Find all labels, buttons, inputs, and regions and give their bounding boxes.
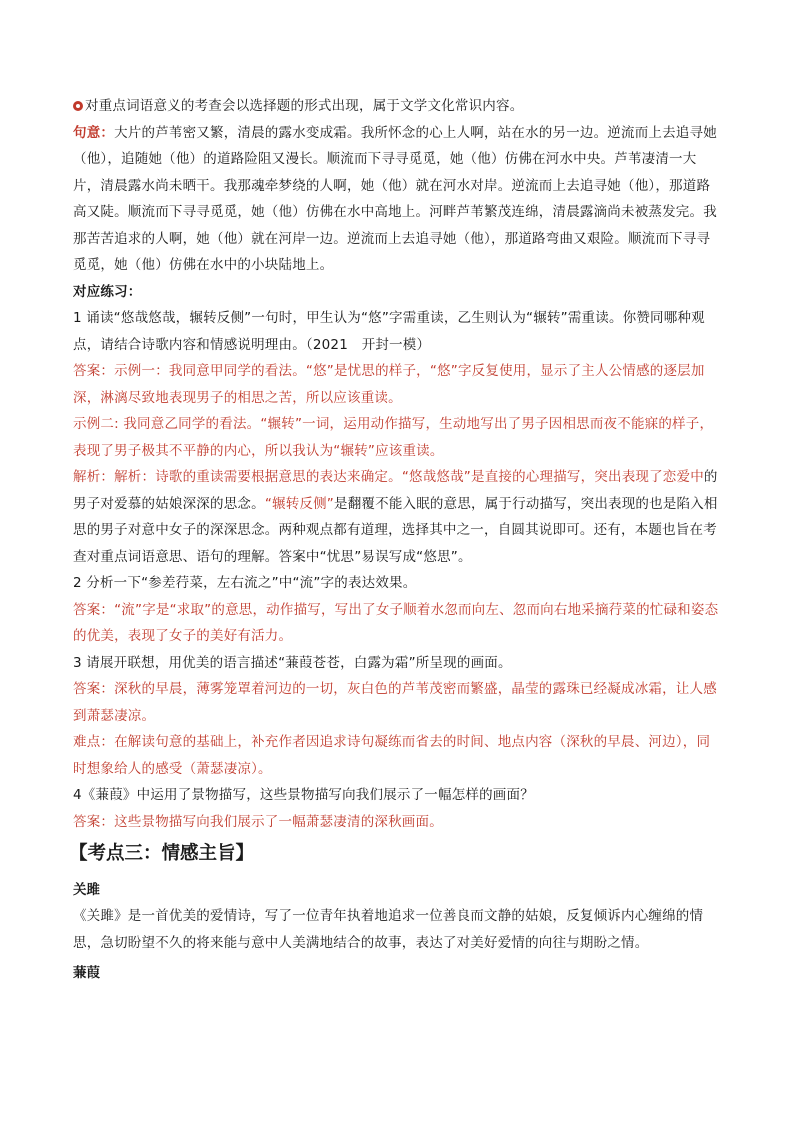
analysis-post: 是翻覆不能入眠的意思，属于行动描写，突出表现的也是陷入相思的男子对意中女子的深深思念。两种观点都有道理，选择其中之一，自圆其说即可。还有，本题也旨在考查对重点词语意思、语句的理解。答案中“忧思”易误写成“悠思”。 [73, 495, 718, 565]
intro-note-text: 对重点词语意义的考查会以选择题的形式出现，属于文学文化常识内容。 [85, 98, 524, 114]
document-page [69, 93, 723, 986]
answer-1-analysis [73, 464, 723, 570]
answer-2: 答案：“流”字是“求取”的意思，动作描写，写出了女子顺着水忽而向左、忽而向右地采摘荇菜的忙碌和姿态的优美，表现了女子的美好有活力。 [73, 601, 719, 644]
meaning-text: 大片的芦苇密又繁，清晨的露水变成霜。我所怀念的心上人啊，站在水的另一边。逆流而上去追寻她（他），追随她（他）的道路险阻又漫长。顺流而下寻寻觅觅，她（他）仿佛在河水中央。芦苇凄清一大片，清晨露水尚未晒干。我那魂牵梦绕的人啊，她（他）就在河水对岸。逆流而上去追寻她（他），那道路高又陡。顺流而下寻寻觅觅，她（他）仿佛在水中高地上。河畔芦苇繁茂连绵，清晨露滴尚未被蒸发完。我那苦苦追求的人啊，她（他）就在河岸一边。逆流而上去追寻她（他），那道路弯曲又艰险。顺流而下寻寻觅觅，她（他）仿佛在水中的小块陆地上。 [73, 124, 717, 273]
guanju-text: 《关雎》是一首优美的爱情诗，写了一位青年执着地追求一位善良而文静的姑娘，反复倾诉内心缠绵的情思，急切盼望不久的将来能与意中人美满地结合的故事，表达了对美好爱情的向往与期盼之情。 [73, 908, 704, 951]
section-heading: 【考点三：情感主旨】 [69, 843, 255, 864]
question-1: 1 诵读“悠哉悠哉，辗转反侧”一句时，甲生认为“悠”字需重读，乙生则认为“辗转”需重读。你赞同哪种观点，请结合诗歌内容和情感说明理由。（2021 开封一模） [73, 310, 705, 353]
answer-4: 答案：这些景物描写向我们展示了一幅萧瑟凄清的深秋画面。 [73, 813, 443, 830]
answer-1-example-2 [73, 411, 723, 464]
exercises-title: 对应练习： [73, 283, 142, 300]
jianjia-title: 蒹葭 [73, 965, 100, 981]
question-4: 4《蒹葭》中运用了景物描写，这些景物描写向我们展示了一幅怎样的画面？ [73, 787, 534, 803]
answer-3: 答案：深秋的早晨，薄雾笼罩着河边的一切，灰白色的芦苇茂密而繁盛，晶莹的露珠已经凝成冰霜，让人感到萧瑟凄凉。 [73, 681, 717, 724]
bullet-icon [73, 101, 83, 111]
meaning-label: 句意： [73, 124, 115, 141]
analysis-mid: 的男子对爱慕的姑娘深深的思念。 [73, 469, 718, 512]
analysis-highlight-2: “辗转反侧” [264, 495, 335, 512]
analysis-pre: 解析：解析：诗歌的重读需要根据意思的表达来确定。 [73, 469, 402, 485]
answer-1-example-2-highlight: “辗转” [260, 416, 303, 432]
question-3: 3 请展开联想，用优美的语言描述“蒹葭苍苍，白露为霜”所呈现的画面。 [73, 654, 512, 671]
answer-1-example-2-post: 一词，运用动作描写，生动地写出了男子因相思而夜不能寐的样子，表现了男子极其不平静的内心，所以我认为“辗转”应该重读。 [73, 416, 714, 459]
answer-1-example-2-pre: 示例二: 我同意乙同学的看法。 [73, 416, 261, 432]
answer-3-difficulty: 难点：在解读句意的基础上，补充作者因追求诗句凝练而省去的时间、地点内容（深秋的早晨、河边），同时想象给人的感受（萧瑟凄凉）。 [73, 734, 711, 777]
answer-1-example-1: 答案：示例一：我同意甲同学的看法。“悠”是忧思的样子，“悠”字反复使用，显示了主人公情感的逐层加深，淋漓尽致地表现男子的相思之苦，所以应该重读。 [73, 363, 705, 406]
meaning-paragraph [73, 120, 723, 279]
intro-note [73, 93, 723, 120]
question-2: 2 分析一下“参差荇菜，左右流之”中“流”字的表达效果。 [73, 575, 417, 591]
guanju-title: 关雎 [73, 882, 100, 898]
analysis-highlight-1: “悠哉悠哉”是直接的心理描写，突出表现了恋爱中 [401, 469, 704, 485]
